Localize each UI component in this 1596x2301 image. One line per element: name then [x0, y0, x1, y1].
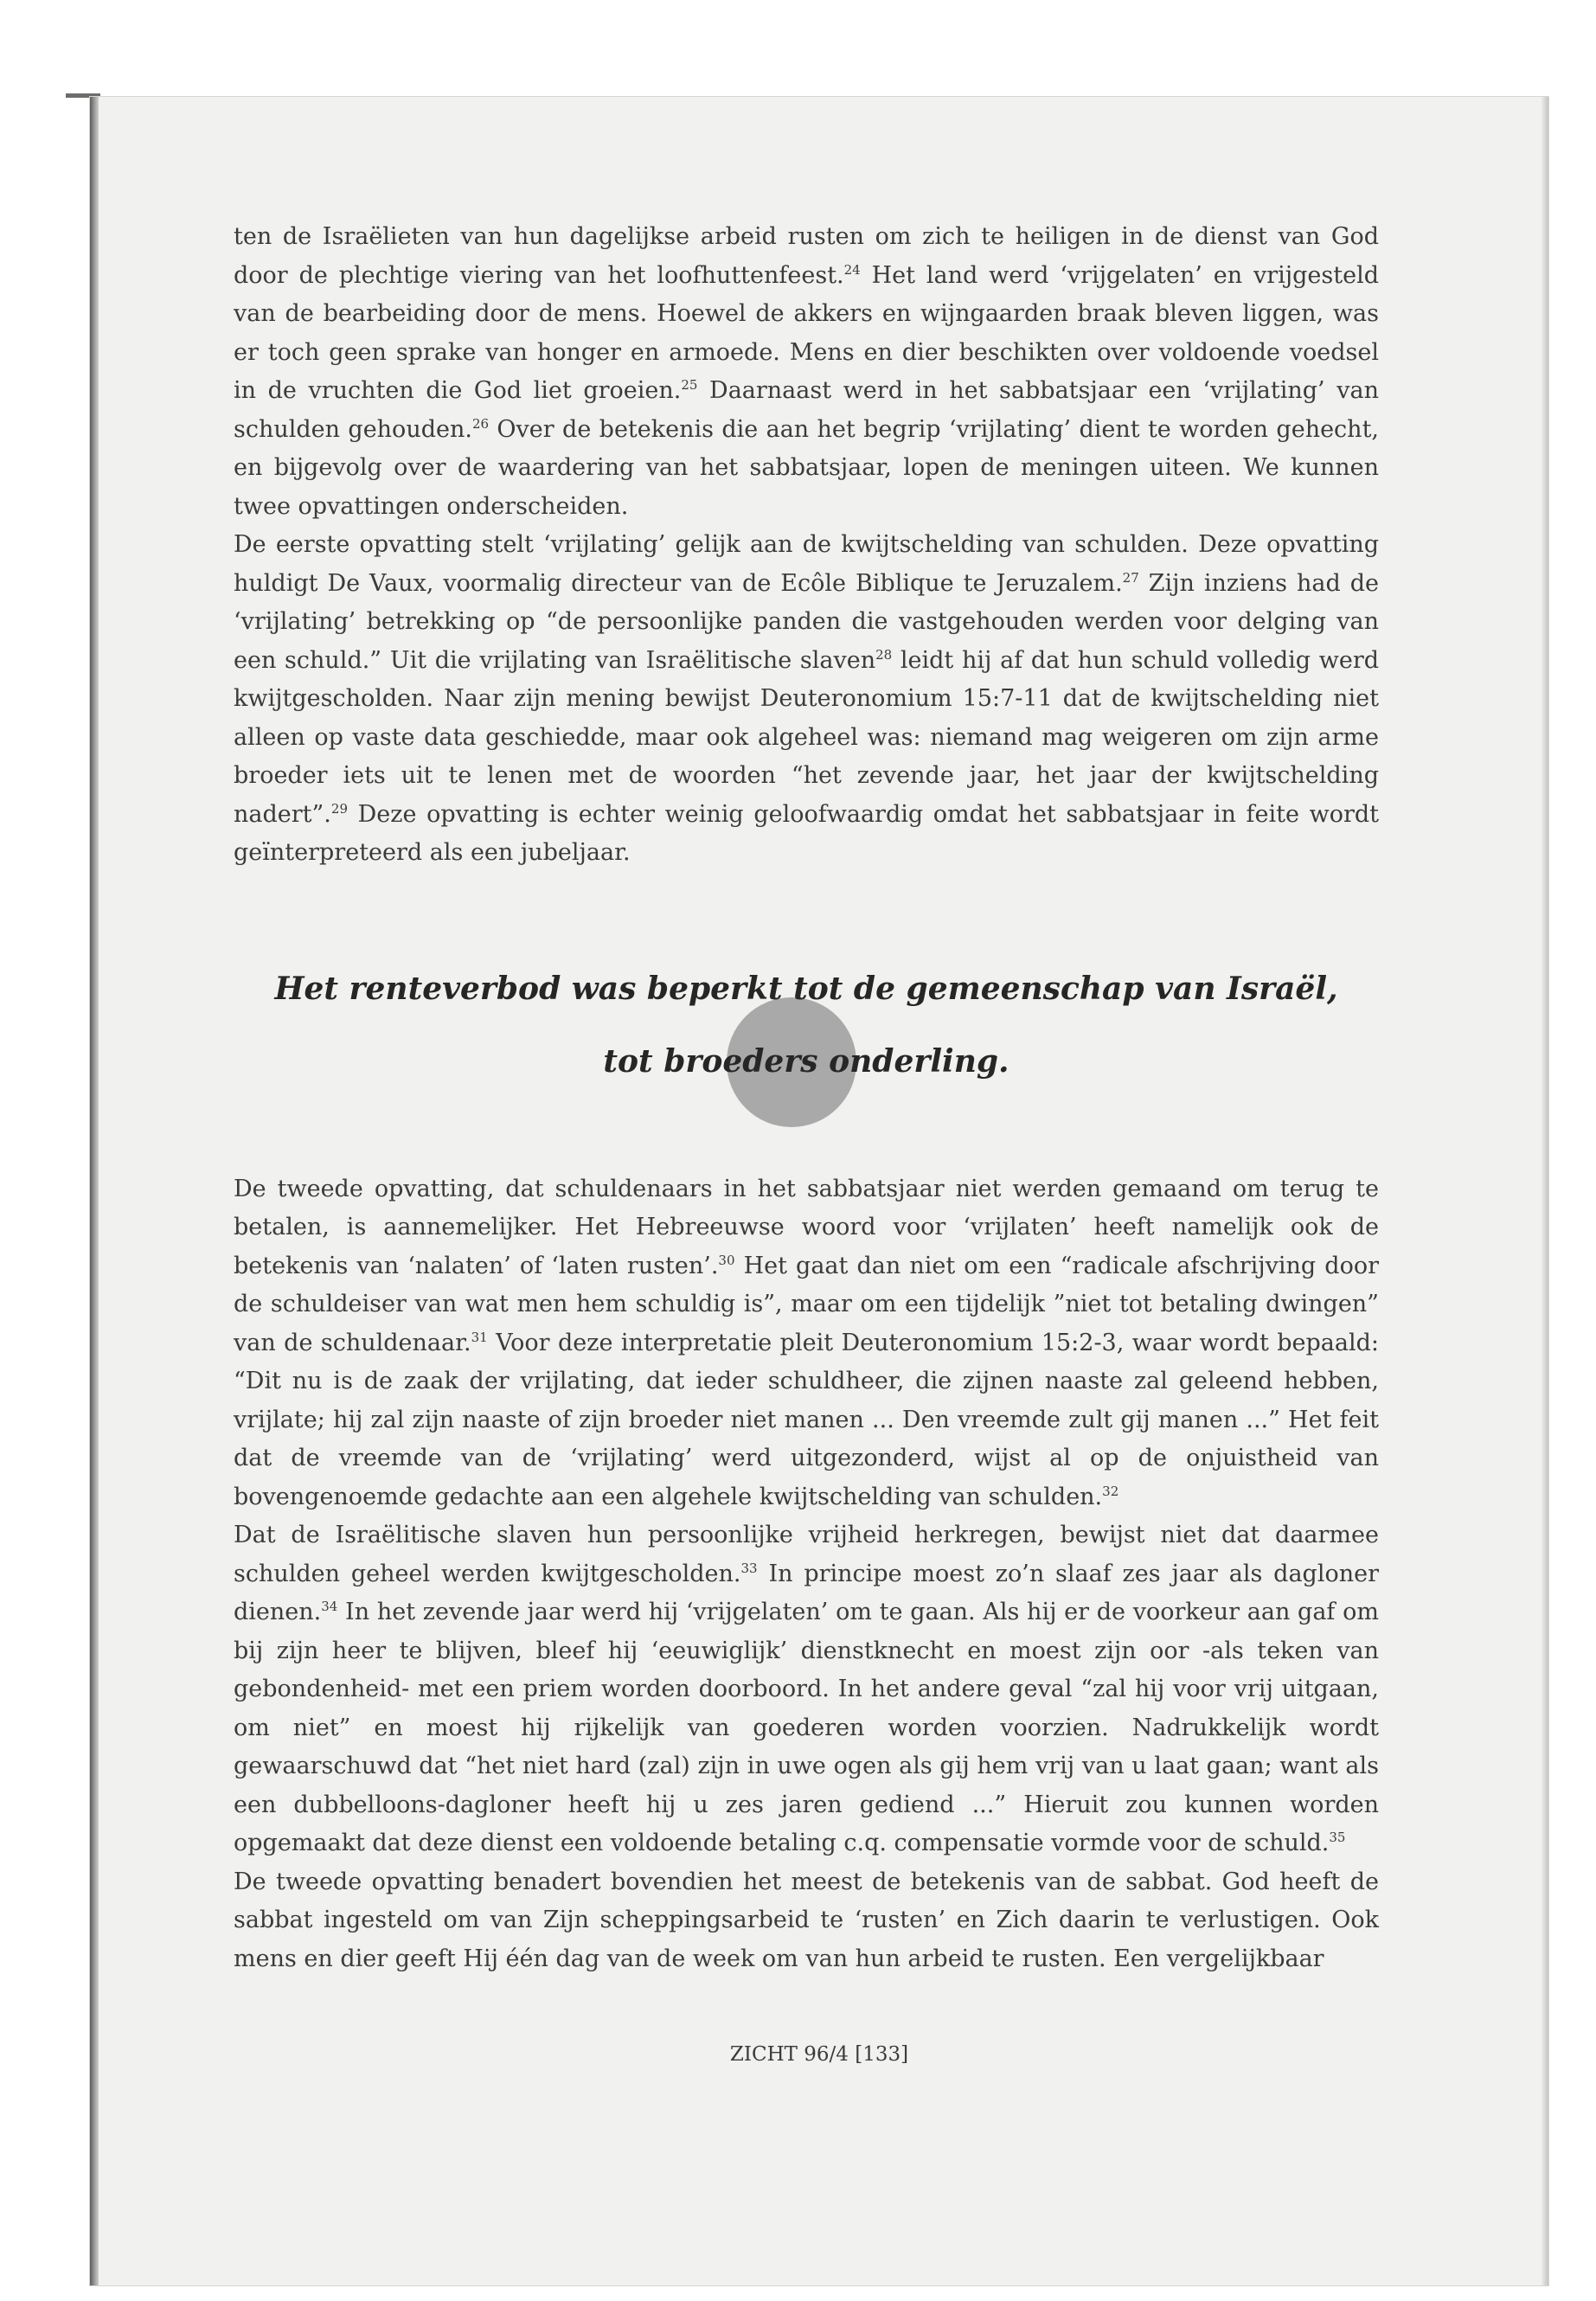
footnote-marker: 30: [718, 1252, 735, 1268]
footnote-marker: 26: [471, 415, 490, 432]
page-right-edge: [1542, 97, 1548, 2285]
footnote-marker: 34: [321, 1599, 338, 1614]
paragraph-group-top: [234, 218, 1379, 873]
paragraph-text: Dat de Israëlitische slaven hun persoonlijke vrijheid herkregen, bewijst niet dat daarmee schulden geheel werden kwijtgescholden.: [234, 1522, 1379, 1587]
paragraph-text: Daarnaast werd in het sabbatsjaar een ‘vrijlating’ van schulden gehouden.: [234, 377, 1379, 443]
body-paragraph: [234, 1516, 1379, 1863]
paragraph-text: Zijn inziens had de ‘vrijlating’ betrekking op “de persoonlijke panden die vastgehouden werden voor delging van een schuld.” Uit die vrijlating van Israëlitische slaven: [234, 569, 1379, 674]
paragraph-text: Deze opvatting is echter weinig geloofwaardig omdat het sabbatsjaar in feite wordt geïnterpreteerd als een jubeljaar.: [234, 800, 1379, 866]
body-paragraph: [234, 218, 1379, 526]
paragraph-text: Voor deze interpretatie pleit Deuteronomium 15:2-3, waar wordt bepaald: “Dit nu is de zaak der vrijlating, dat ieder schuldheer, die zijnen naaste zal geleend hebben, vrijlate; hij zal zijn naaste of zijn broeder niet manen ... Den vreemde zult gij manen ...” Het feit dat de vreemde van de ‘vrijlating’ werd uitgezonderd, wijst al op de onjuistheid van bovengenoemde gedachte aan een algehele kwijtschelding van schulden.: [234, 1329, 1379, 1510]
paragraph-text: Over de betekenis die aan het begrip ‘vrijlating’ dient te worden gehecht, en bijgevolg over de waardering van het sabbatsjaar, lopen de meningen uiteen. We kunnen twee opvattingen onderscheiden.: [234, 415, 1379, 520]
paragraph-text: De eerste opvatting stelt ‘vrijlating’ gelijk aan de kwijtschelding van schulden. Deze opvatting huldigt De Vaux, voormalig directeur van de Ecôle Biblique te Jeruzalem.: [234, 531, 1379, 597]
paragraph-text: Het gaat dan niet om een “radicale afschrijving door de schuldeiser van wat men hem schuldig is”, maar om een tijdelijk ”niet tot betaling dwingen” van de schuldenaar.: [234, 1252, 1379, 1356]
paragraph-text: leidt hij af dat hun schuld volledig werd kwijtgescholden. Naar zijn mening bewijst Deuteronomium 15:7-11 dat de kwijtschelding niet alleen op vaste data geschiedde, maar ook algeheel was: niemand mag weigeren om zijn arme broeder iets uit te lenen met de woorden “het zevende jaar, het jaar der kwijtschelding nadert”.: [234, 646, 1380, 828]
footnote-marker: 29: [330, 800, 348, 817]
paragraph-group-bottom: [234, 1170, 1379, 1979]
body-paragraph: [234, 526, 1379, 873]
article-body: [234, 218, 1379, 1978]
paragraph-text: De tweede opvatting benadert bovendien het meest de betekenis van de sabbat. God heeft de sabbat ingesteld om van Zijn scheppingsarbeid te ‘rusten’ en Zich daarin te verlustigen. Ook mens en dier geeft Hij één dag van de week om van hun arbeid te rusten. Een vergelijkbaar: [234, 1868, 1379, 1972]
pull-quote-line-1: Het renteverbod was beperkt tot de gemeenschap van Israël,: [274, 970, 1338, 1007]
footnote-marker: 35: [1329, 1830, 1346, 1845]
footnote-marker: 32: [1102, 1483, 1119, 1499]
paragraph-text: In het zevende jaar werd hij ‘vrijgelaten’ om te gaan. Als hij er de voorkeur aan gaf om bij zijn heer te blijven, bleef hij ‘eeuwiglijk’ dienstknecht en moest zijn oor -als teken van gebondenheid- met een priem worden doorboord. In het andere geval “zal hij voor vrij uitgaan, om niet” en moest hij rijkelijk van goederen worden voorzien. Nadrukkelijk wordt gewaarschuwd dat “het niet hard (zal) zijn in uwe ogen als gij hem vrij van u laat gaan; want als een dubbelloons-dagloner heeft hij u zes jaren gediend ...” Hieruit zou kunnen worden opgemaakt dat deze dienst een voldoende betaling c.q. compensatie vormde voor de schuld.: [234, 1599, 1379, 1856]
book-page: [90, 97, 1548, 2285]
paragraph-text: ten de Israëlieten van hun dagelijkse arbeid rusten om zich te heiligen in de dienst van God door de plechtige viering van het loofhuttenfeest.: [234, 223, 1379, 289]
pull-quote-line-2: tot broeders onderling.: [603, 1042, 1010, 1080]
paragraph-text: In principe moest zo’n slaaf zes jaar als dagloner dienen.: [234, 1560, 1380, 1625]
paragraph-text: De tweede opvatting, dat schuldenaars in het sabbatsjaar niet werden gemaand om terug te betalen, is aannemelijker. Het Hebreeuwse woord voor ‘vrijlaten’ heeft namelijk ook de betekenis van ‘nalaten’ of ‘laten rusten’.: [234, 1175, 1379, 1279]
pull-quote: [234, 952, 1379, 1098]
footnote-marker: 31: [471, 1329, 488, 1345]
footnote-marker: 24: [843, 261, 861, 278]
page-footer: ZICHT 96/4 [133]: [729, 2043, 909, 2066]
footnote-marker: 33: [740, 1560, 758, 1576]
paragraph-text: Het land werd ‘vrijgelaten’ en vrijgesteld van de bearbeiding door de mens. Hoewel de akkers en wijngaarden braak bleven liggen, was er toch geen sprake van honger en armoede. Mens en dier beschikten over voldoende voedsel in de vruchten die God liet groeien.: [234, 261, 1379, 404]
book-binding-edge: [90, 97, 99, 2285]
footnote-marker: 27: [1122, 569, 1139, 586]
footnote-marker: 25: [681, 377, 698, 393]
footnote-marker: 28: [875, 646, 893, 663]
body-paragraph: [234, 1170, 1379, 1517]
body-paragraph: [234, 1863, 1379, 1979]
